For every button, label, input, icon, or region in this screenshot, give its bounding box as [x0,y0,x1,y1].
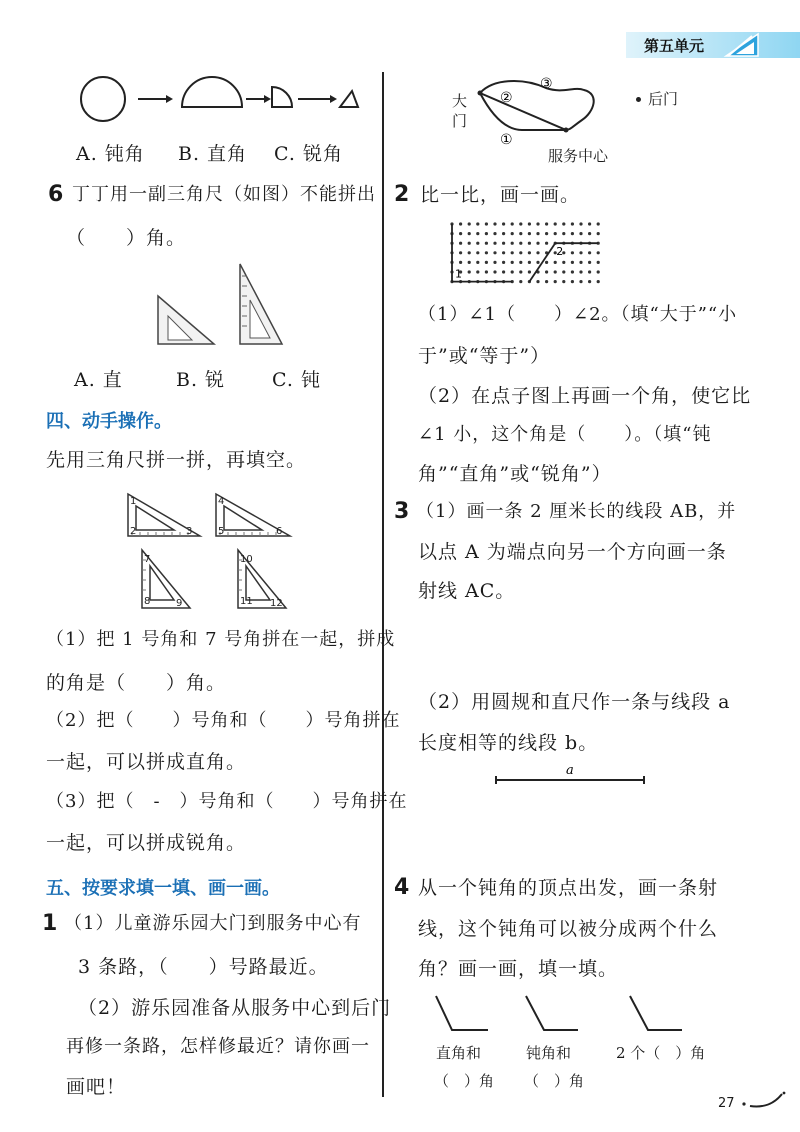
dot-grid [448,220,608,290]
q6-option-c: C. 钝 [272,369,321,391]
grid-dot [588,261,591,264]
grid-dot [476,222,479,225]
grid-dot [545,222,548,225]
s4-q3-line2: 一起，可以拼成锐角。 [46,832,247,854]
grid-dot [571,280,574,283]
grid-dot [579,270,582,273]
q5-option-c: C. 锐角 [274,143,343,165]
q6-line2: （ ）角。 [66,227,187,249]
grid-dot [493,261,496,264]
grid-dot [536,242,539,245]
angle1-label: 1 [455,267,462,281]
grid-dot [528,261,531,264]
grid-dot [511,242,514,245]
angle-label-3: 3 [186,526,193,537]
grid-dot [511,222,514,225]
grid-dot [519,242,522,245]
r-q2-number: 2 [394,182,410,207]
grid-dot [597,270,600,273]
angle-label-10: 10 [240,554,253,565]
triangle-ruler-icon [722,32,762,58]
angle-label-9: 9 [176,598,183,609]
grid-dot [536,222,539,225]
circle-folding-figure [76,76,376,126]
q6-option-a: A. 直 [74,369,123,391]
segment-a-figure [494,762,654,792]
q5-option-a: A. 钝角 [76,143,145,165]
grid-dot [571,232,574,235]
angle-label-7: 7 [144,554,151,565]
angle2-ray-slant [529,243,555,281]
grid-dot [528,222,531,225]
q6-line1: 丁丁用一副三角尺（如图）不能拼出 [72,184,376,205]
set-squares-figure [156,262,296,362]
grid-dot [562,222,565,225]
grid-dot [562,280,565,283]
grid-dot [588,222,591,225]
grid-dot [485,261,488,264]
grid-dot [528,242,531,245]
s5-q1-b-line3: 画吧！ [66,1076,127,1098]
s4-q1-line2: 的角是（ ）角。 [46,672,227,694]
grid-dot [468,232,471,235]
r-q2-a-line2: 于”或“等于”） [418,345,551,367]
grid-dot [511,270,514,273]
footer-swoosh [740,1090,790,1120]
grid-dot [597,280,600,283]
grid-dot [554,222,557,225]
r-q2-a-line1: （1）∠1（ ）∠2。（填“大于”“小 [418,304,738,325]
grid-dot [485,232,488,235]
grid-dot [554,280,557,283]
grid-dot [597,251,600,254]
s5-q1-b-line1: （2）游乐园准备从服务中心到后门 [78,997,392,1019]
grid-dot [597,232,600,235]
grid-dot [519,261,522,264]
grid-dot [502,270,505,273]
r-q3-a-line2: 以点 A 为端点向另一个方向画一条 [418,541,727,563]
grid-dot [493,232,496,235]
grid-dot [476,261,479,264]
grid-dot [493,270,496,273]
grid-dot [485,222,488,225]
grid-dot [493,251,496,254]
map-gate-label-2: 门 [452,112,468,130]
angle-label-5: 5 [218,526,225,537]
grid-dot [459,242,462,245]
angle-label-4: 4 [218,496,225,507]
grid-dot [476,232,479,235]
s5-q1-a-line2: 3 条路，（ ）号路最近。 [78,956,329,978]
grid-dot [519,270,522,273]
grid-dot [597,222,600,225]
s4-q2-line1: （2）把（ ）号角和（ ）号角拼在 [46,710,401,731]
grid-dot [476,251,479,254]
s4-q2-line2: 一起，可以拼成直角。 [46,751,247,773]
unit-title: 第五单元 [644,37,705,55]
r-q3-number: 3 [394,499,410,524]
choice1-line1: 直角和 [436,1044,482,1062]
park-map [474,72,624,152]
grid-dot [545,280,548,283]
grid-dot [545,232,548,235]
s4-q3-line1: （3）把（ - ）号角和（ ）号角拼在 [46,791,408,812]
grid-dot [571,251,574,254]
section4-title: 四、动手操作。 [46,411,172,432]
grid-dot [571,222,574,225]
page-number-text: 27 [718,1096,735,1111]
grid-dot [588,251,591,254]
grid-dot [562,232,565,235]
choice1-line2: （ ）角 [434,1072,495,1090]
r-q2-b-line3: 角”“直角”或“锐角”） [418,463,612,485]
grid-dot [554,261,557,264]
grid-dot [519,232,522,235]
grid-dot [519,280,522,283]
grid-dot [502,251,505,254]
obtuse-angles-figure [430,992,730,1037]
grid-dot [571,270,574,273]
grid-dot [528,270,531,273]
grid-dot [476,270,479,273]
grid-dot [562,270,565,273]
route-3-label: ③ [540,76,553,92]
grid-dot [459,261,462,264]
angle-label-2: 2 [130,526,137,537]
q6-number: 6 [48,182,64,207]
grid-dot [468,242,471,245]
s5-q1-number: 1 [42,911,58,936]
r-q4-number: 4 [394,875,410,900]
q5-option-b: B. 直角 [178,143,248,165]
angle-label-1: 1 [130,496,137,507]
grid-dot [459,222,462,225]
map-gate-label-1: 大 [452,92,468,110]
angle-label-6: 6 [276,526,283,537]
s5-q1-b-line2: 再修一条路，怎样修最近？请你画一 [66,1036,370,1057]
q6-option-b: B. 锐 [176,369,226,391]
grid-dot [579,222,582,225]
triangle-rulers-figure [124,488,324,612]
grid-dot [588,232,591,235]
grid-dot [502,242,505,245]
column-divider [382,72,384,1097]
grid-dot [554,270,557,273]
grid-dot [562,261,565,264]
r-q2-b-line2: ∠1 小，这个角是（ ）。（填“钝 [418,424,712,445]
unit-header [626,32,800,58]
grid-dot [579,280,582,283]
page-number [718,1096,735,1111]
s5-q1-a-line1: （1）儿童游乐园大门到服务中心有 [64,913,362,934]
r-q3-b-line2: 长度相等的线段 b。 [418,732,599,754]
grid-dot [545,270,548,273]
grid-dot [502,222,505,225]
r-q2-b-line1: （2）在点子图上再画一个角，使它比 [418,385,752,407]
grid-dot [459,251,462,254]
grid-dot [597,261,600,264]
r-q4-line2: 线，这个钝角可以被分成两个什么 [418,918,719,940]
grid-dot [536,251,539,254]
grid-dot [536,261,539,264]
angle2-label: 2 [556,244,564,258]
map-back-gate-label: 后门 [648,90,679,108]
grid-dot [536,280,539,283]
grid-dot [485,251,488,254]
grid-dot [588,270,591,273]
section4-intro: 先用三角尺拼一拼，再填空。 [46,449,307,471]
route-2-label: ② [500,90,513,106]
map-service-label: 服务中心 [548,147,609,165]
grid-dot [545,261,548,264]
r-q2-title: 比一比，画一画。 [420,184,581,206]
grid-dot [476,242,479,245]
angle-label-11: 11 [240,596,253,607]
back-gate-dot [636,97,641,102]
r-q3-a-line3: 射线 AC。 [418,580,516,602]
angle-label-8: 8 [144,596,151,607]
section5-title: 五、按要求填一填、画一画。 [46,878,280,899]
grid-dot [511,232,514,235]
angle-label-12: 12 [270,598,283,609]
grid-dot [502,232,505,235]
grid-dot [554,232,557,235]
grid-dot [468,222,471,225]
grid-dot [528,232,531,235]
grid-dot [579,232,582,235]
grid-dot [511,261,514,264]
s4-q1-line1: （1）把 1 号角和 7 号角拼在一起，拼成 [46,629,396,650]
grid-dot [519,251,522,254]
segment-a-label: a [566,763,574,778]
grid-dot [468,270,471,273]
r-q3-a-line1: （1）画一条 2 厘米长的线段 AB，并 [416,501,737,522]
grid-dot [579,261,582,264]
route-1-label: ① [500,132,513,148]
grid-dot [571,261,574,264]
grid-dot [588,280,591,283]
grid-dot [485,270,488,273]
choice3-line1: 2 个（ ）角 [616,1044,706,1062]
grid-dot [528,251,531,254]
grid-dot [468,261,471,264]
grid-dot [519,222,522,225]
r-q3-b-line1: （2）用圆规和直尺作一条与线段 a [418,691,731,713]
grid-dot [579,251,582,254]
grid-dot [536,232,539,235]
grid-dot [493,222,496,225]
grid-dot [459,232,462,235]
r-q4-line3: 角？画一画，填一填。 [418,958,619,980]
grid-dot [511,251,514,254]
grid-dot [485,242,488,245]
grid-dot [545,242,548,245]
choice2-line1: 钝角和 [526,1044,572,1062]
grid-dot [493,242,496,245]
grid-dot [468,251,471,254]
choice2-line2: （ ）角 [524,1072,585,1090]
grid-dot [502,261,505,264]
r-q4-line1: 从一个钝角的顶点出发，画一条射 [418,877,719,899]
